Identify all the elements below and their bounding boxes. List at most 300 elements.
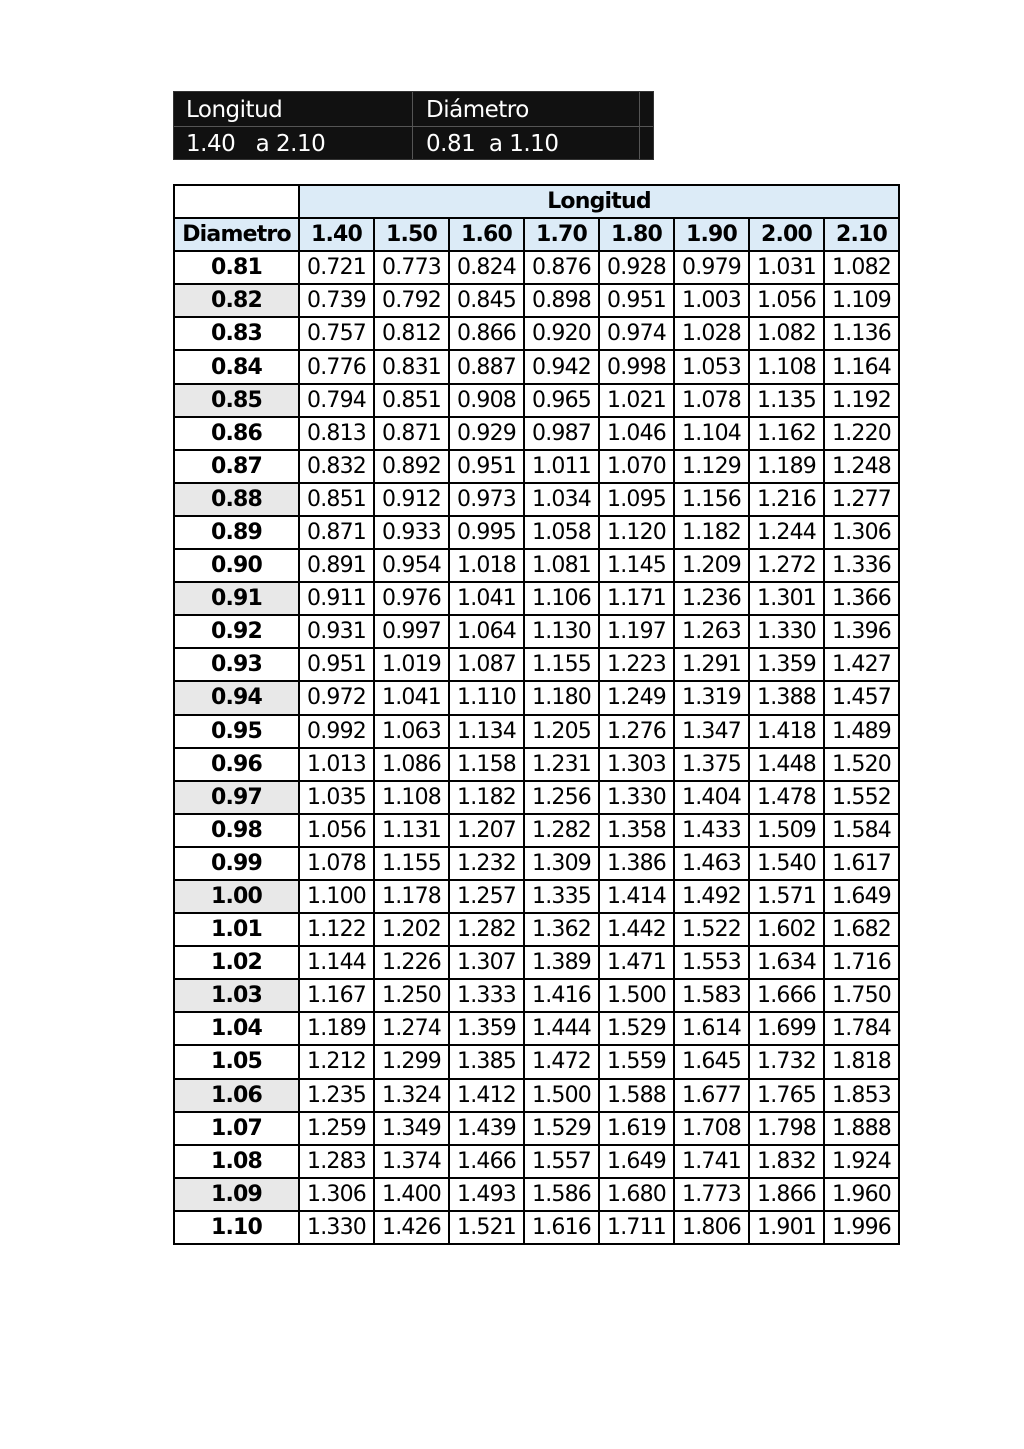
table-row [174, 417, 899, 450]
table-cell: 0.954 [374, 549, 449, 582]
table-cell: 1.078 [299, 847, 374, 880]
row-diameter-label: 0.99 [174, 847, 299, 880]
table-cell: 1.798 [749, 1112, 824, 1145]
table-cell: 0.792 [374, 284, 449, 317]
table-cell: 0.931 [299, 615, 374, 648]
table-cell: 1.330 [749, 615, 824, 648]
row-diameter-label: 0.97 [174, 781, 299, 814]
table-cell: 1.223 [599, 648, 674, 681]
table-cell: 1.557 [524, 1145, 599, 1178]
table-cell: 1.439 [449, 1112, 524, 1145]
table-cell: 1.202 [374, 913, 449, 946]
group-header-row [174, 185, 899, 218]
table-cell: 1.457 [824, 681, 899, 714]
table-cell: 1.028 [674, 317, 749, 350]
table-cell: 1.319 [674, 681, 749, 714]
table-cell: 0.866 [449, 317, 524, 350]
table-cell: 1.301 [749, 582, 824, 615]
table-row [174, 1012, 899, 1045]
table-cell: 0.908 [449, 384, 524, 417]
table-cell: 0.794 [299, 384, 374, 417]
row-diameter-label: 0.84 [174, 350, 299, 383]
table-cell: 1.552 [824, 781, 899, 814]
table-cell: 1.708 [674, 1112, 749, 1145]
table-cell: 1.182 [674, 516, 749, 549]
table-cell: 1.617 [824, 847, 899, 880]
table-cell: 0.812 [374, 317, 449, 350]
column-header: 1.90 [674, 218, 749, 251]
table-cell: 1.272 [749, 549, 824, 582]
table-cell: 1.362 [524, 913, 599, 946]
table-cell: 1.087 [449, 648, 524, 681]
table-cell: 1.616 [524, 1211, 599, 1244]
table-cell: 1.145 [599, 549, 674, 582]
table-cell: 1.282 [524, 814, 599, 847]
table-row [174, 814, 899, 847]
table-row [174, 913, 899, 946]
table-cell: 1.299 [374, 1045, 449, 1078]
table-row [174, 847, 899, 880]
row-diameter-label: 0.94 [174, 681, 299, 714]
table-row [174, 880, 899, 913]
table-cell: 0.976 [374, 582, 449, 615]
table-cell: 1.034 [524, 483, 599, 516]
table-row [174, 483, 899, 516]
table-cell: 1.359 [749, 648, 824, 681]
table-cell: 1.282 [449, 913, 524, 946]
table-cell: 0.898 [524, 284, 599, 317]
table-row [174, 384, 899, 417]
table-cell: 1.283 [299, 1145, 374, 1178]
table-cell: 1.716 [824, 946, 899, 979]
table-cell: 1.336 [824, 549, 899, 582]
table-cell: 1.276 [599, 715, 674, 748]
table-cell: 1.375 [674, 748, 749, 781]
table-cell: 1.182 [449, 781, 524, 814]
table-cell: 1.750 [824, 979, 899, 1012]
summary-value-diametro: 0.81 a 1.10 [426, 131, 559, 157]
row-diameter-label: 0.87 [174, 450, 299, 483]
table-cell: 1.478 [749, 781, 824, 814]
table-cell: 1.416 [524, 979, 599, 1012]
table-cell: 0.965 [524, 384, 599, 417]
table-cell: 1.122 [299, 913, 374, 946]
table-cell: 1.366 [824, 582, 899, 615]
row-diameter-label: 1.06 [174, 1079, 299, 1112]
table-cell: 0.887 [449, 350, 524, 383]
table-cell: 1.162 [749, 417, 824, 450]
table-cell: 1.209 [674, 549, 749, 582]
table-cell: 1.412 [449, 1079, 524, 1112]
table-cell: 1.205 [524, 715, 599, 748]
table-cell: 0.933 [374, 516, 449, 549]
table-cell: 1.131 [374, 814, 449, 847]
table-cell: 1.078 [674, 384, 749, 417]
table-cell: 1.832 [749, 1145, 824, 1178]
table-cell: 1.433 [674, 814, 749, 847]
table-cell: 1.226 [374, 946, 449, 979]
table-row [174, 582, 899, 615]
table-cell: 1.056 [749, 284, 824, 317]
column-header: 1.80 [599, 218, 674, 251]
table-cell: 1.156 [674, 483, 749, 516]
table-cell: 1.645 [674, 1045, 749, 1078]
table-cell: 1.901 [749, 1211, 824, 1244]
table-cell: 1.180 [524, 681, 599, 714]
table-cell: 0.845 [449, 284, 524, 317]
table-cell: 1.197 [599, 615, 674, 648]
table-cell: 1.130 [524, 615, 599, 648]
table-cell: 1.256 [524, 781, 599, 814]
table-cell: 1.189 [749, 450, 824, 483]
row-diameter-label: 0.89 [174, 516, 299, 549]
table-cell: 1.082 [824, 251, 899, 284]
table-cell: 0.871 [374, 417, 449, 450]
table-cell: 0.891 [299, 549, 374, 582]
table-cell: 1.571 [749, 880, 824, 913]
table-cell: 1.583 [674, 979, 749, 1012]
table-cell: 1.666 [749, 979, 824, 1012]
table-cell: 1.866 [749, 1178, 824, 1211]
table-cell: 1.444 [524, 1012, 599, 1045]
table-cell: 1.711 [599, 1211, 674, 1244]
table-cell: 1.171 [599, 582, 674, 615]
table-cell: 1.489 [824, 715, 899, 748]
table-row [174, 1178, 899, 1211]
table-cell: 0.876 [524, 251, 599, 284]
table-cell: 0.776 [299, 350, 374, 383]
table-cell: 1.374 [374, 1145, 449, 1178]
table-cell: 1.400 [374, 1178, 449, 1211]
table-cell: 1.129 [674, 450, 749, 483]
table-cell: 1.082 [749, 317, 824, 350]
table-cell: 1.347 [674, 715, 749, 748]
table-cell: 1.426 [374, 1211, 449, 1244]
table-cell: 1.136 [824, 317, 899, 350]
table-cell: 1.521 [449, 1211, 524, 1244]
table-cell: 1.003 [674, 284, 749, 317]
column-header: 1.40 [299, 218, 374, 251]
table-cell: 1.158 [449, 748, 524, 781]
weight-table [173, 184, 900, 1245]
table-cell: 1.046 [599, 417, 674, 450]
table-cell: 1.649 [824, 880, 899, 913]
corner-cell [174, 185, 299, 218]
table-cell: 1.134 [449, 715, 524, 748]
summary-header-diametro: Diámetro [426, 97, 529, 123]
row-diameter-label: 0.82 [174, 284, 299, 317]
table-cell: 1.259 [299, 1112, 374, 1145]
table-cell: 1.448 [749, 748, 824, 781]
table-cell: 1.108 [374, 781, 449, 814]
table-cell: 0.951 [449, 450, 524, 483]
table-row [174, 781, 899, 814]
table-cell: 1.086 [374, 748, 449, 781]
table-cell: 1.471 [599, 946, 674, 979]
column-header: 1.60 [449, 218, 524, 251]
table-cell: 1.414 [599, 880, 674, 913]
table-cell: 1.064 [449, 615, 524, 648]
column-header-row [174, 218, 899, 251]
table-row [174, 350, 899, 383]
table-cell: 1.500 [599, 979, 674, 1012]
table-cell: 0.813 [299, 417, 374, 450]
table-cell: 1.359 [449, 1012, 524, 1045]
table-cell: 1.442 [599, 913, 674, 946]
row-diameter-label: 0.93 [174, 648, 299, 681]
summary-value-longitud: 1.40 a 2.10 [186, 131, 326, 157]
table-row [174, 516, 899, 549]
table-cell: 1.248 [824, 450, 899, 483]
row-diameter-label: 0.91 [174, 582, 299, 615]
table-cell: 0.928 [599, 251, 674, 284]
row-diameter-label: 0.98 [174, 814, 299, 847]
table-cell: 1.019 [374, 648, 449, 681]
row-diameter-label: 1.00 [174, 880, 299, 913]
table-cell: 0.920 [524, 317, 599, 350]
table-cell: 0.851 [299, 483, 374, 516]
table-cell: 1.109 [824, 284, 899, 317]
row-diameter-label: 0.81 [174, 251, 299, 284]
table-cell: 1.586 [524, 1178, 599, 1211]
table-cell: 1.888 [824, 1112, 899, 1145]
table-cell: 1.309 [524, 847, 599, 880]
table-cell: 1.216 [749, 483, 824, 516]
table-cell: 1.063 [374, 715, 449, 748]
table-cell: 0.739 [299, 284, 374, 317]
row-diameter-label: 1.01 [174, 913, 299, 946]
table-cell: 1.018 [449, 549, 524, 582]
table-cell: 0.974 [599, 317, 674, 350]
table-row [174, 1145, 899, 1178]
table-cell: 1.784 [824, 1012, 899, 1045]
table-cell: 0.871 [299, 516, 374, 549]
table-row [174, 979, 899, 1012]
table-cell: 1.236 [674, 582, 749, 615]
table-cell: 1.104 [674, 417, 749, 450]
table-cell: 1.649 [599, 1145, 674, 1178]
table-cell: 1.053 [674, 350, 749, 383]
table-cell: 1.021 [599, 384, 674, 417]
table-cell: 0.824 [449, 251, 524, 284]
table-cell: 0.951 [299, 648, 374, 681]
table-cell: 1.404 [674, 781, 749, 814]
column-header: 1.50 [374, 218, 449, 251]
table-cell: 0.911 [299, 582, 374, 615]
table-cell: 1.306 [824, 516, 899, 549]
table-cell: 1.056 [299, 814, 374, 847]
table-row [174, 1211, 899, 1244]
table-cell: 1.529 [599, 1012, 674, 1045]
table-cell: 0.972 [299, 681, 374, 714]
table-cell: 1.493 [449, 1178, 524, 1211]
row-diameter-label: 1.10 [174, 1211, 299, 1244]
table-cell: 1.680 [599, 1178, 674, 1211]
table-cell: 0.831 [374, 350, 449, 383]
table-cell: 1.765 [749, 1079, 824, 1112]
table-cell: 1.041 [449, 582, 524, 615]
table-cell: 0.992 [299, 715, 374, 748]
table-cell: 1.602 [749, 913, 824, 946]
table-cell: 1.996 [824, 1211, 899, 1244]
table-cell: 1.155 [374, 847, 449, 880]
table-cell: 1.330 [599, 781, 674, 814]
table-row [174, 450, 899, 483]
table-cell: 1.306 [299, 1178, 374, 1211]
table-cell: 1.277 [824, 483, 899, 516]
summary-header-longitud: Longitud [186, 97, 283, 123]
table-cell: 0.721 [299, 251, 374, 284]
table-cell: 1.588 [599, 1079, 674, 1112]
table-cell: 1.257 [449, 880, 524, 913]
table-cell: 1.178 [374, 880, 449, 913]
table-cell: 1.231 [524, 748, 599, 781]
table-cell: 0.851 [374, 384, 449, 417]
table-cell: 1.041 [374, 681, 449, 714]
table-cell: 1.634 [749, 946, 824, 979]
table-cell: 1.031 [749, 251, 824, 284]
table-cell: 1.349 [374, 1112, 449, 1145]
table-cell: 1.095 [599, 483, 674, 516]
table-row [174, 648, 899, 681]
table-cell: 1.189 [299, 1012, 374, 1045]
longitud-group-header: Longitud [299, 185, 899, 218]
table-cell: 1.164 [824, 350, 899, 383]
table-cell: 1.418 [749, 715, 824, 748]
table-cell: 1.250 [374, 979, 449, 1012]
table-cell: 1.110 [449, 681, 524, 714]
table-cell: 1.100 [299, 880, 374, 913]
table-cell: 0.995 [449, 516, 524, 549]
table-row [174, 549, 899, 582]
row-diameter-label: 1.04 [174, 1012, 299, 1045]
row-diameter-label: 0.86 [174, 417, 299, 450]
table-cell: 1.614 [674, 1012, 749, 1045]
table-cell: 0.973 [449, 483, 524, 516]
table-cell: 1.192 [824, 384, 899, 417]
row-diameter-label: 1.08 [174, 1145, 299, 1178]
table-cell: 1.388 [749, 681, 824, 714]
column-header: 2.10 [824, 218, 899, 251]
table-cell: 0.929 [449, 417, 524, 450]
table-cell: 1.035 [299, 781, 374, 814]
table-cell: 1.773 [674, 1178, 749, 1211]
table-cell: 1.058 [524, 516, 599, 549]
table-cell: 1.559 [599, 1045, 674, 1078]
table-row [174, 284, 899, 317]
table-cell: 1.011 [524, 450, 599, 483]
table-cell: 1.584 [824, 814, 899, 847]
table-cell: 1.853 [824, 1079, 899, 1112]
table-cell: 1.463 [674, 847, 749, 880]
table-cell: 1.509 [749, 814, 824, 847]
table-cell: 1.235 [299, 1079, 374, 1112]
table-row [174, 1079, 899, 1112]
table-cell: 0.757 [299, 317, 374, 350]
table-cell: 1.806 [674, 1211, 749, 1244]
row-diameter-label: 0.85 [174, 384, 299, 417]
table-cell: 1.732 [749, 1045, 824, 1078]
table-row [174, 1112, 899, 1145]
table-cell: 1.427 [824, 648, 899, 681]
table-cell: 1.924 [824, 1145, 899, 1178]
table-cell: 1.167 [299, 979, 374, 1012]
table-row [174, 615, 899, 648]
table-cell: 0.998 [599, 350, 674, 383]
row-diameter-label: 1.09 [174, 1178, 299, 1211]
table-cell: 1.070 [599, 450, 674, 483]
table-cell: 1.324 [374, 1079, 449, 1112]
table-cell: 0.979 [674, 251, 749, 284]
table-cell: 1.472 [524, 1045, 599, 1078]
table-cell: 1.244 [749, 516, 824, 549]
table-cell: 0.832 [299, 450, 374, 483]
table-cell: 1.699 [749, 1012, 824, 1045]
table-cell: 0.987 [524, 417, 599, 450]
table-cell: 1.081 [524, 549, 599, 582]
table-cell: 1.263 [674, 615, 749, 648]
table-row [174, 317, 899, 350]
table-cell: 1.120 [599, 516, 674, 549]
table-cell: 1.396 [824, 615, 899, 648]
table-cell: 1.389 [524, 946, 599, 979]
table-cell: 1.220 [824, 417, 899, 450]
row-diameter-label: 0.83 [174, 317, 299, 350]
table-cell: 0.997 [374, 615, 449, 648]
row-diameter-label: 0.90 [174, 549, 299, 582]
table-row [174, 681, 899, 714]
row-diameter-label: 1.05 [174, 1045, 299, 1078]
table-cell: 1.212 [299, 1045, 374, 1078]
table-cell: 1.307 [449, 946, 524, 979]
table-cell: 1.682 [824, 913, 899, 946]
table-cell: 1.677 [674, 1079, 749, 1112]
table-row [174, 715, 899, 748]
table-cell: 1.330 [299, 1211, 374, 1244]
table-cell: 0.773 [374, 251, 449, 284]
table-row [174, 748, 899, 781]
summary-divider [174, 126, 653, 127]
table-cell: 1.553 [674, 946, 749, 979]
table-cell: 1.274 [374, 1012, 449, 1045]
table-cell: 1.960 [824, 1178, 899, 1211]
table-cell: 1.520 [824, 748, 899, 781]
table-cell: 1.135 [749, 384, 824, 417]
row-diameter-label: 0.92 [174, 615, 299, 648]
table-cell: 1.386 [599, 847, 674, 880]
table-cell: 1.741 [674, 1145, 749, 1178]
diametro-header: Diametro [174, 218, 299, 251]
table-cell: 1.522 [674, 913, 749, 946]
table-cell: 0.912 [374, 483, 449, 516]
table-cell: 1.249 [599, 681, 674, 714]
row-diameter-label: 0.88 [174, 483, 299, 516]
table-cell: 1.155 [524, 648, 599, 681]
table-body [174, 251, 899, 1244]
row-diameter-label: 1.07 [174, 1112, 299, 1145]
table-cell: 0.892 [374, 450, 449, 483]
table-cell: 1.385 [449, 1045, 524, 1078]
column-header: 1.70 [524, 218, 599, 251]
table-row [174, 1045, 899, 1078]
table-cell: 1.529 [524, 1112, 599, 1145]
table-cell: 1.335 [524, 880, 599, 913]
table-cell: 1.619 [599, 1112, 674, 1145]
row-diameter-label: 0.96 [174, 748, 299, 781]
table-row [174, 251, 899, 284]
table-cell: 1.540 [749, 847, 824, 880]
table-cell: 0.951 [599, 284, 674, 317]
